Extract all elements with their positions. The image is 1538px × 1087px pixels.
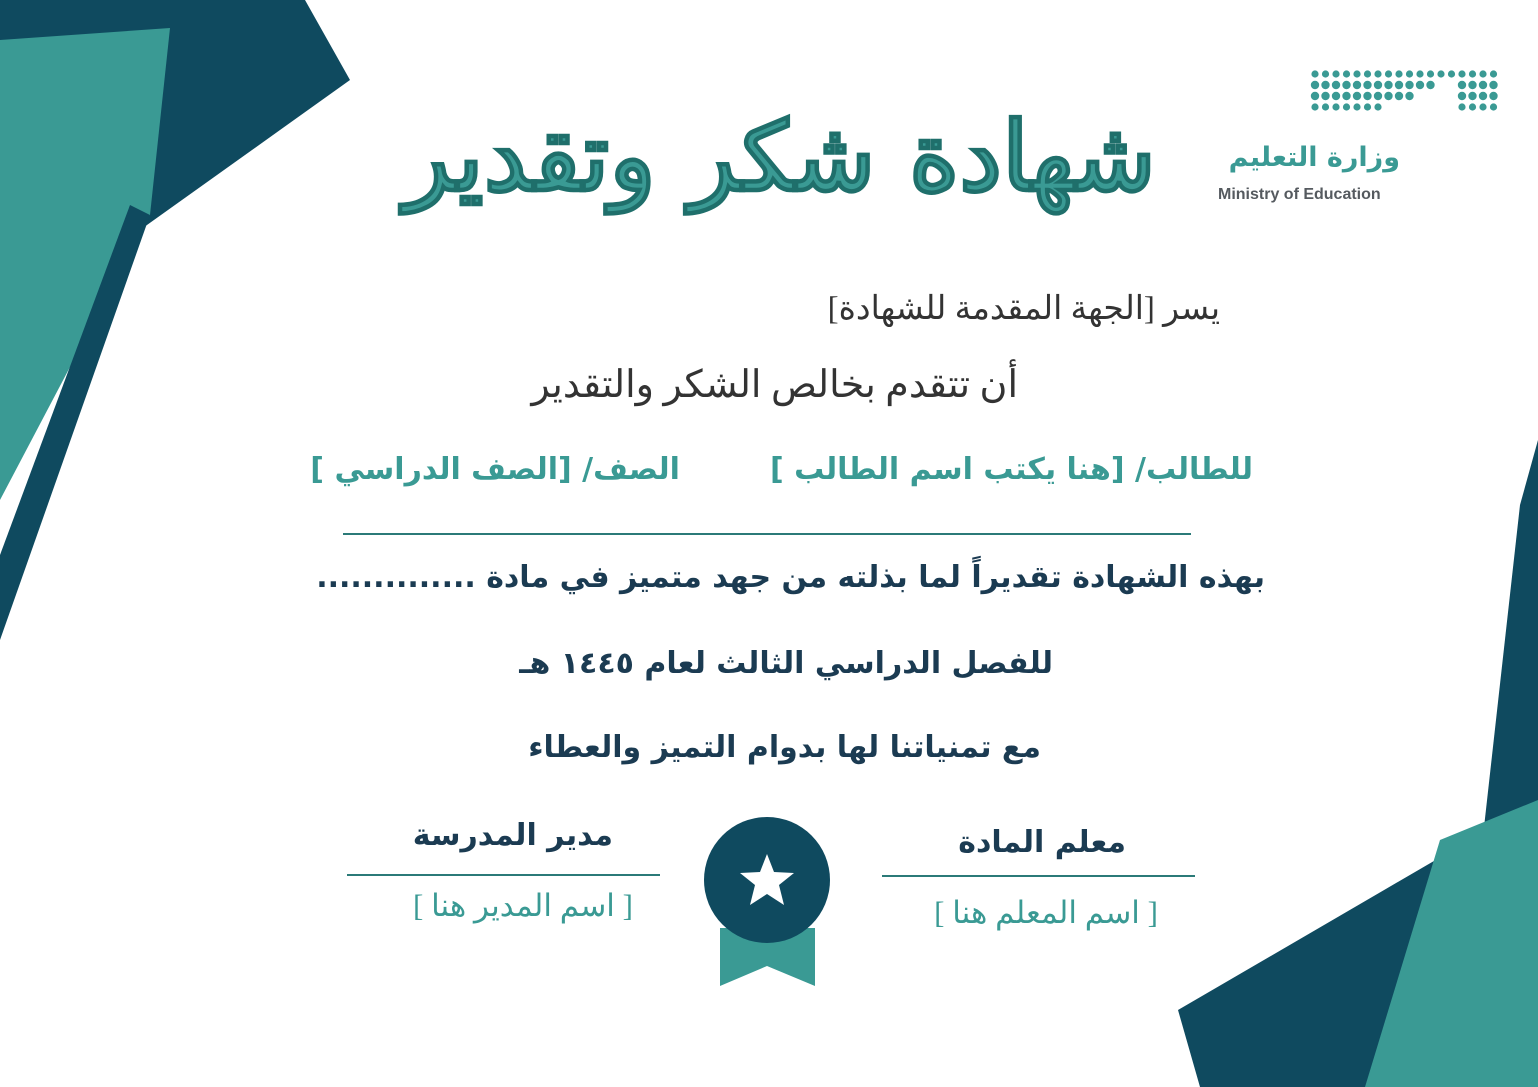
logo-dot [1458, 92, 1466, 100]
logo-dot [1342, 81, 1350, 89]
logo-dot [1332, 92, 1340, 100]
logo-dot [1479, 103, 1486, 110]
divider [343, 533, 1191, 535]
logo-english-text: Ministry of Education [1218, 186, 1381, 203]
logo-dot [1332, 103, 1339, 110]
logo-dot [1343, 70, 1350, 77]
logo-dot [1437, 70, 1444, 77]
principal-name: [ اسم المدير هنا ] [413, 888, 633, 923]
logo-dot [1311, 70, 1318, 77]
logo-dot [1385, 70, 1392, 77]
student-name-field: للطالب/ [هنا يكتب اسم الطالب ] [769, 452, 1253, 487]
presenter-line: يسر [الجهة المقدمة للشهادة] [827, 291, 1220, 327]
logo-dot [1469, 70, 1476, 77]
logo-dot [1416, 70, 1423, 77]
logo-dot [1468, 92, 1476, 100]
logo-dot [1374, 103, 1381, 110]
logo-dot [1363, 81, 1371, 89]
logo-dot [1321, 81, 1329, 89]
logo-dot [1322, 103, 1329, 110]
logo-dot [1374, 70, 1381, 77]
logo-dot [1395, 81, 1403, 89]
principal-title: مدير المدرسة [412, 818, 613, 853]
logo-dot [1353, 103, 1360, 110]
logo-dot [1427, 70, 1434, 77]
logo-dot [1374, 92, 1382, 100]
logo-dot [1448, 70, 1455, 77]
student-grade-line [310, 452, 1253, 487]
logo-dot [1311, 92, 1319, 100]
logo-dot [1343, 103, 1350, 110]
logo-dot [1332, 81, 1340, 89]
title-art-text: شهادة شكر وتقدير [404, 100, 1156, 213]
logo-dot [1489, 92, 1497, 100]
logo-dot [1384, 92, 1392, 100]
logo-dot [1353, 81, 1361, 89]
logo-dot [1364, 103, 1371, 110]
logo-dot [1332, 70, 1339, 77]
logo-dot [1479, 70, 1486, 77]
logo-dot [1490, 70, 1497, 77]
body-line-2: للفصل الدراسي الثالث لعام ١٤٤٥ هـ [519, 646, 1053, 681]
logo-dot [1364, 70, 1371, 77]
logo-dot [1384, 81, 1392, 89]
logo-dot [1406, 70, 1413, 77]
logo-dot [1405, 92, 1413, 100]
logo-arabic-text: وزارة التعليم [1228, 142, 1400, 173]
logo-dot [1321, 92, 1329, 100]
logo-dot [1395, 92, 1403, 100]
logo-dot [1426, 81, 1434, 89]
logo-dot [1490, 103, 1497, 110]
logo-dot [1374, 81, 1382, 89]
thanks-line: أن تتقدم بخالص الشكر والتقدير [531, 364, 1018, 406]
logo-dot [1311, 81, 1319, 89]
logo-dot [1469, 103, 1476, 110]
principal-signature-line [347, 874, 660, 876]
body-line-3: مع تمنياتنا لها بدوام التميز والعطاء [528, 730, 1041, 765]
logo-dot [1363, 92, 1371, 100]
logo-dot [1322, 70, 1329, 77]
top-left-teal-shape [0, 28, 170, 500]
teacher-title: معلم المادة [958, 825, 1126, 860]
logo-dot [1468, 81, 1476, 89]
logo-dot [1353, 92, 1361, 100]
body-line-1: بهذه الشهادة تقديراً لما بذلته من جهد متميز في مادة .............. [316, 560, 1265, 595]
logo-dot [1479, 92, 1487, 100]
certificate-title-art [404, 60, 1156, 235]
teacher-name: [ اسم المعلم هنا ] [934, 895, 1158, 930]
logo-dot [1458, 70, 1465, 77]
logo-dot [1416, 81, 1424, 89]
logo-dot [1458, 81, 1466, 89]
logo-dot [1311, 103, 1318, 110]
logo-dot [1353, 70, 1360, 77]
logo-dot [1489, 81, 1497, 89]
logo-dot [1458, 103, 1465, 110]
award-badge [700, 818, 835, 993]
logo-dot [1405, 81, 1413, 89]
logo-dot [1395, 70, 1402, 77]
teacher-signature-line [882, 875, 1195, 877]
grade-field: الصف/ [الصف الدراسي ] [310, 452, 680, 487]
logo-dot [1342, 92, 1350, 100]
logo-dot [1479, 81, 1487, 89]
